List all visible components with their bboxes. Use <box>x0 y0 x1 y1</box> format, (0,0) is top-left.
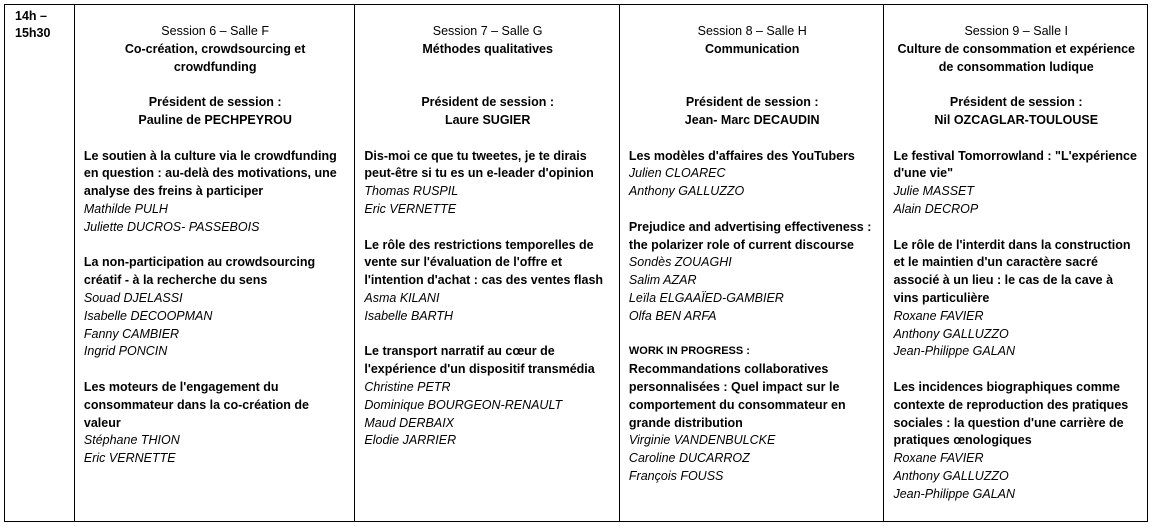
session-theme: Méthodes qualitatives <box>422 41 553 56</box>
paper-title: Les moteurs de l'engagement du consommateur dans la co-création de valeur <box>83 379 309 430</box>
paper-list <box>629 148 876 486</box>
chair-name: Laure SUGIER <box>444 112 531 127</box>
paper-item <box>364 148 611 219</box>
paper-author: Jean-Philippe GALAN <box>893 486 1016 501</box>
paper-item <box>893 237 1139 362</box>
paper-list <box>84 148 347 468</box>
paper-author: Elodie JARRIER <box>364 433 457 448</box>
paper-author: Ingrid PONCIN <box>83 344 168 359</box>
session-cell <box>355 5 620 521</box>
paper-list <box>893 148 1139 504</box>
paper-author: Olfa BEN ARFA <box>628 308 717 323</box>
paper-title: Prejudice and advertising effectiveness : the polarizer role of current discourse <box>628 219 872 252</box>
session-cell <box>75 5 356 521</box>
paper-item <box>629 219 876 326</box>
session-header <box>84 23 347 76</box>
chair-name: Pauline de PECHPEYROU <box>138 112 292 127</box>
session-theme: Co-création, crowdsourcing et crowdfunding <box>124 41 306 74</box>
paper-title: Le transport narratif au cœur de l'expérience d'un dispositif transmédia <box>364 344 595 377</box>
paper-author: Anthony GALLUZZO <box>628 184 745 199</box>
work-in-progress-tag: WORK IN PROGRESS : <box>628 345 750 358</box>
chair-name: Jean- Marc DECAUDIN <box>684 112 820 127</box>
paper-item <box>629 148 876 201</box>
session-number: Session 8 – Salle H <box>697 24 807 38</box>
paper-author: Fanny CAMBIER <box>83 326 180 341</box>
paper-author: Eric VERNETTE <box>83 451 176 466</box>
paper-author: Maud DERBAIX <box>364 415 455 430</box>
paper-item <box>84 148 347 237</box>
session-chair <box>364 94 611 130</box>
paper-author: Salim AZAR <box>628 273 697 288</box>
paper-title: Le festival Tomorrowland : "L'expérience d'une vie" <box>893 148 1137 181</box>
paper-author: Sondès ZOUAGHI <box>628 255 732 270</box>
paper-author: Thomas RUSPIL <box>364 184 459 199</box>
session-header <box>364 23 611 59</box>
session-number: Session 9 – Salle I <box>964 24 1068 38</box>
chair-name: Nil OZCAGLAR-TOULOUSE <box>934 112 1099 127</box>
paper-author: Souad DJELASSI <box>83 290 183 305</box>
session-chair <box>84 94 347 130</box>
paper-author: Roxane FAVIER <box>893 451 984 466</box>
paper-title: Les incidences biographiques comme contexte de reproduction des pratiques sociales : la question d'une carrière de pratiques œnologiques <box>893 379 1129 448</box>
paper-item <box>84 379 347 468</box>
paper-author: Christine PETR <box>364 379 451 394</box>
time-slot-start: 14h – <box>15 9 47 23</box>
session-number: Session 7 – Salle G <box>432 24 543 38</box>
chair-label: Président de session : <box>148 95 282 110</box>
paper-author: Leïla ELGAAÏED-GAMBIER <box>628 290 784 305</box>
paper-item <box>893 148 1139 219</box>
paper-title: Le rôle des restrictions temporelles de vente sur l'évaluation de l'offre et l'intention d'achat : cas des ventes flash <box>364 237 604 288</box>
paper-list <box>364 148 611 451</box>
paper-author: Alain DECROP <box>893 201 979 216</box>
paper-author: Julie MASSET <box>893 184 975 199</box>
paper-title: Le soutien à la culture via le crowdfunding en question : au-delà des motivations, une analyse des freins à participer <box>83 148 337 199</box>
session-chair <box>893 94 1139 130</box>
paper-title: Le rôle de l'interdit dans la construction et le maintien d'un caractère sacré associé à un lieu : le cas de la cave à vins particulière <box>893 237 1131 305</box>
paper-item <box>893 379 1139 504</box>
session-header <box>629 23 876 59</box>
paper-author: Isabelle BARTH <box>364 308 454 323</box>
paper-author: François FOUSS <box>628 468 724 483</box>
paper-item <box>364 343 611 450</box>
paper-author: Mathilde PULH <box>83 201 168 216</box>
schedule-table <box>4 4 1148 522</box>
paper-item <box>629 343 876 485</box>
paper-title: Recommandations collaboratives personnalisées : Quel impact sur le comportement du consommateur en grande distribution <box>628 362 846 430</box>
paper-title: Les modèles d'affaires des YouTubers <box>628 148 855 163</box>
session-header <box>893 23 1139 76</box>
paper-item <box>84 254 347 361</box>
paper-author: Eric VERNETTE <box>364 201 457 216</box>
paper-title: Dis-moi ce que tu tweetes, je te dirais peut-être si tu es un e-leader d'opinion <box>364 148 594 181</box>
paper-title: La non-participation au crowdsourcing créatif - à la recherche du sens <box>83 255 316 288</box>
paper-author: Anthony GALLUZZO <box>893 326 1009 341</box>
paper-author: Virginie VANDENBULCKE <box>628 433 776 448</box>
time-slot-end: 15h30 <box>15 26 51 40</box>
session-cell <box>620 5 885 521</box>
session-cell <box>884 5 1147 521</box>
chair-label: Président de session : <box>949 95 1083 110</box>
paper-author: Isabelle DECOOPMAN <box>83 308 213 323</box>
paper-author: Jean-Philippe GALAN <box>893 344 1016 359</box>
paper-author: Roxane FAVIER <box>893 308 984 323</box>
paper-item <box>364 237 611 326</box>
paper-author: Caroline DUCARROZ <box>628 451 750 466</box>
time-slot-cell <box>5 5 75 521</box>
paper-author: Anthony GALLUZZO <box>893 468 1009 483</box>
session-number: Session 6 – Salle F <box>161 24 269 38</box>
session-theme: Culture de consommation et expérience de consommation ludique <box>897 41 1135 74</box>
paper-author: Juliette DUCROS- PASSEBOIS <box>83 219 260 234</box>
paper-author: Dominique BOURGEON-RENAULT <box>364 397 563 412</box>
session-theme: Communication <box>704 41 800 56</box>
paper-author: Julien CLOAREC <box>628 166 726 181</box>
session-chair <box>629 94 876 130</box>
chair-label: Président de session : <box>685 95 819 110</box>
chair-label: Président de session : <box>421 95 554 110</box>
paper-author: Stéphane THION <box>83 433 180 448</box>
paper-author: Asma KILANI <box>364 290 440 305</box>
